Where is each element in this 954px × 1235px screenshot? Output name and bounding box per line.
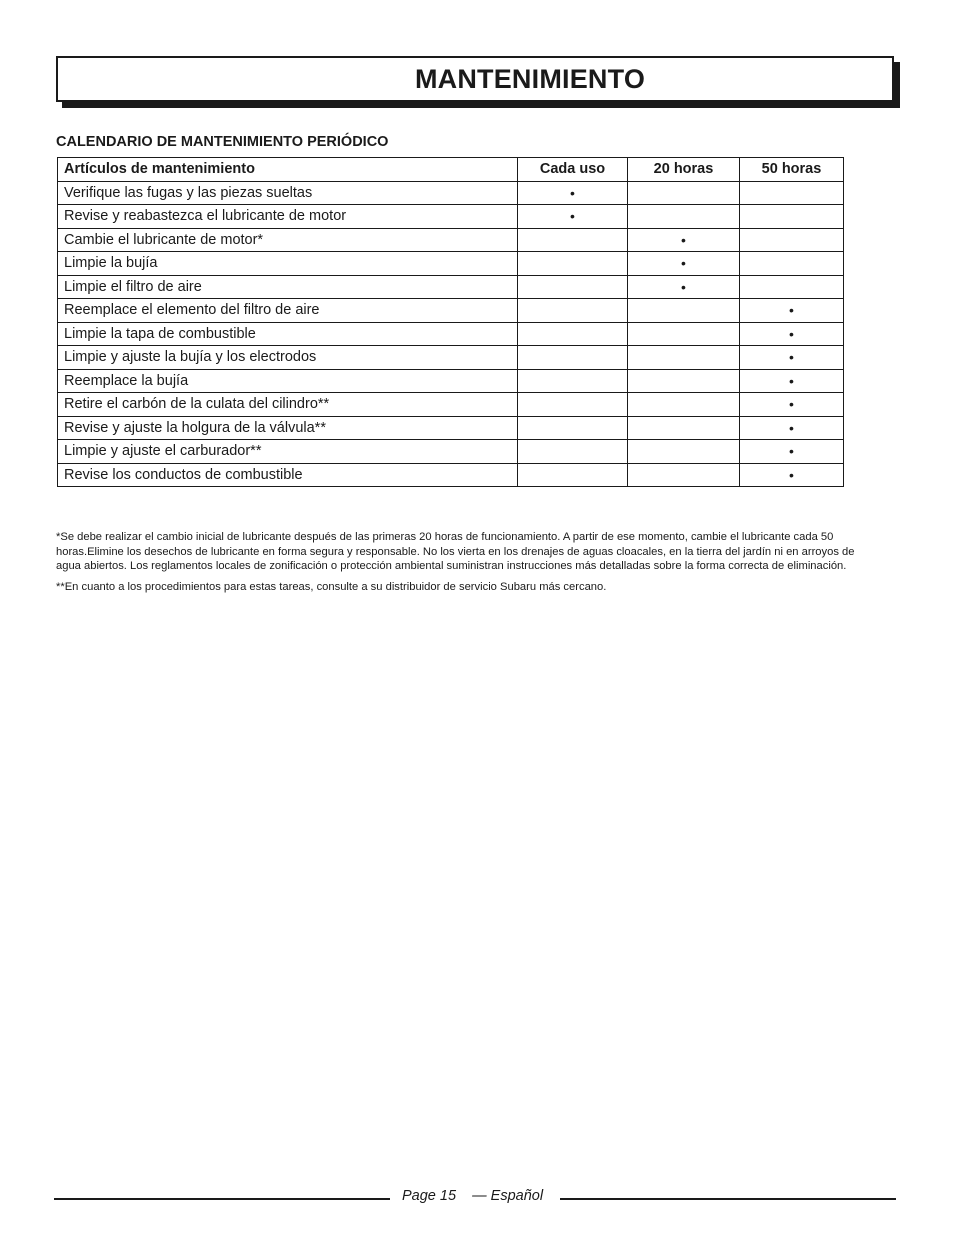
mark-50-hours: • bbox=[740, 346, 844, 370]
table-header-row bbox=[58, 158, 844, 182]
table-row bbox=[58, 440, 844, 464]
mark-each-use bbox=[518, 275, 628, 299]
mark-each-use bbox=[518, 393, 628, 417]
table-row bbox=[58, 205, 844, 229]
header-50-hours: 50 horas bbox=[740, 158, 844, 182]
header-each-use: Cada uso bbox=[518, 158, 628, 182]
mark-50-hours: • bbox=[740, 463, 844, 487]
mark-each-use bbox=[518, 228, 628, 252]
mark-50-hours: • bbox=[740, 393, 844, 417]
mark-20-hours: • bbox=[628, 252, 740, 276]
mark-50-hours bbox=[740, 228, 844, 252]
mark-20-hours bbox=[628, 369, 740, 393]
mark-50-hours: • bbox=[740, 369, 844, 393]
mark-each-use bbox=[518, 440, 628, 464]
row-item: Limpie el filtro de aire bbox=[58, 275, 518, 299]
mark-each-use bbox=[518, 416, 628, 440]
mark-each-use bbox=[518, 369, 628, 393]
table-row bbox=[58, 393, 844, 417]
mark-20-hours bbox=[628, 299, 740, 323]
footnote-dealer: **En cuanto a los procedimientos para estas tareas, consulte a su distribuidor de servicio Subaru más cercano. bbox=[56, 580, 607, 593]
header-items: Artículos de mantenimiento bbox=[58, 158, 518, 182]
page-title-box bbox=[56, 56, 894, 102]
table-row bbox=[58, 299, 844, 323]
table-row bbox=[58, 369, 844, 393]
mark-50-hours: • bbox=[740, 299, 844, 323]
mark-each-use bbox=[518, 299, 628, 323]
table-row bbox=[58, 463, 844, 487]
mark-20-hours bbox=[628, 416, 740, 440]
header-20-hours: 20 horas bbox=[628, 158, 740, 182]
mark-20-hours bbox=[628, 322, 740, 346]
row-item: Limpie y ajuste la bujía y los electrodos bbox=[58, 346, 518, 370]
mark-20-hours: • bbox=[628, 228, 740, 252]
mark-50-hours: • bbox=[740, 440, 844, 464]
table-row bbox=[58, 346, 844, 370]
mark-50-hours bbox=[740, 275, 844, 299]
row-item: Cambie el lubricante de motor* bbox=[58, 228, 518, 252]
mark-20-hours bbox=[628, 181, 740, 205]
table-row bbox=[58, 416, 844, 440]
page-footer: Page 15 — Español bbox=[402, 1188, 544, 1204]
table-row bbox=[58, 322, 844, 346]
mark-each-use bbox=[518, 252, 628, 276]
mark-each-use bbox=[518, 346, 628, 370]
row-item: Limpie y ajuste el carburador** bbox=[58, 440, 518, 464]
row-item: Revise y ajuste la holgura de la válvula** bbox=[58, 416, 518, 440]
mark-20-hours: • bbox=[628, 275, 740, 299]
footer-rule-right bbox=[560, 1198, 896, 1200]
mark-20-hours bbox=[628, 393, 740, 417]
table-row bbox=[58, 181, 844, 205]
mark-each-use: • bbox=[518, 181, 628, 205]
mark-20-hours bbox=[628, 463, 740, 487]
row-item: Retire el carbón de la culata del cilindro** bbox=[58, 393, 518, 417]
table-row bbox=[58, 275, 844, 299]
maintenance-schedule-table bbox=[57, 157, 844, 487]
section-heading: CALENDARIO DE MANTENIMIENTO PERIÓDICO bbox=[56, 134, 389, 150]
row-item: Revise y reabastezca el lubricante de motor bbox=[58, 205, 518, 229]
mark-each-use: • bbox=[518, 205, 628, 229]
mark-50-hours bbox=[740, 181, 844, 205]
row-item: Limpie la tapa de combustible bbox=[58, 322, 518, 346]
mark-20-hours bbox=[628, 440, 740, 464]
row-item: Verifique las fugas y las piezas sueltas bbox=[58, 181, 518, 205]
footnote-oil-change: *Se debe realizar el cambio inicial de lubricante después de las primeras 20 horas de funcionamiento. A partir de ese momento, cambie el lubricante cada 50 horas.Elimine los desechos de lubricante en forma segura y responsable. No los vierta en los drenajes de aguas cloacales, en la tierra del jardín ni en arroyos de agua abiertos. Los reglamentos locales de zonificación o protección ambiental suministran instrucciones más detalladas sobre la forma correcta de eliminación. bbox=[56, 531, 855, 573]
mark-20-hours bbox=[628, 205, 740, 229]
table-row bbox=[58, 228, 844, 252]
mark-each-use bbox=[518, 322, 628, 346]
row-item: Revise los conductos de combustible bbox=[58, 463, 518, 487]
page-title: MANTENIMIENTO bbox=[414, 63, 646, 94]
mark-each-use bbox=[518, 463, 628, 487]
table-row bbox=[58, 252, 844, 276]
row-item: Reemplace el elemento del filtro de aire bbox=[58, 299, 518, 323]
mark-50-hours: • bbox=[740, 416, 844, 440]
mark-50-hours bbox=[740, 252, 844, 276]
mark-50-hours: • bbox=[740, 322, 844, 346]
footnotes bbox=[56, 530, 856, 600]
mark-20-hours bbox=[628, 346, 740, 370]
mark-50-hours bbox=[740, 205, 844, 229]
row-item: Limpie la bujía bbox=[58, 252, 518, 276]
footer-rule-left bbox=[54, 1198, 390, 1200]
row-item: Reemplace la bujía bbox=[58, 369, 518, 393]
